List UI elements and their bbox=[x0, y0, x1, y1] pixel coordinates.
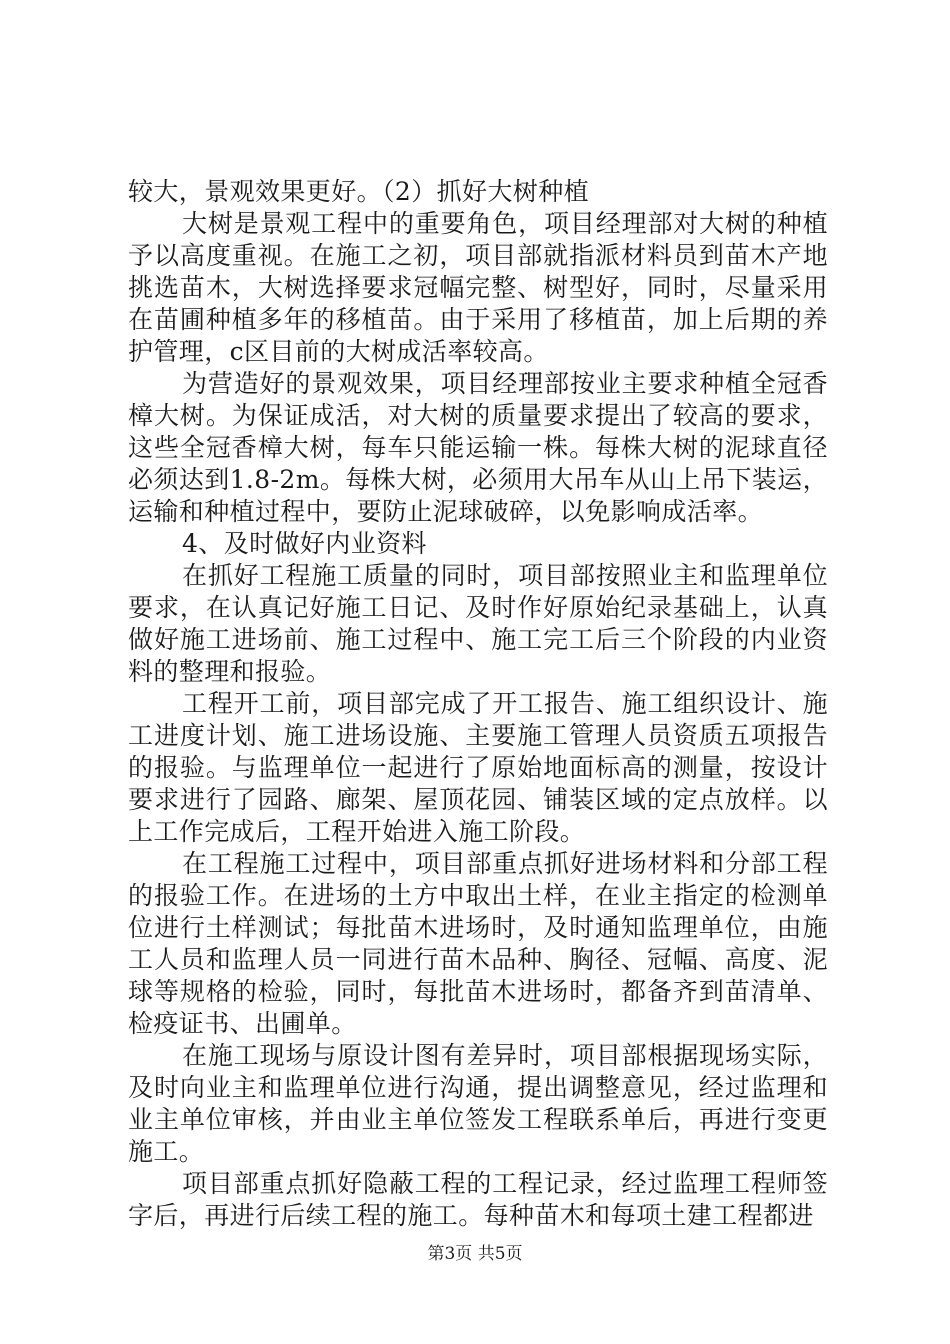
paragraph-continuation: 较大，景观效果更好。（2）抓好大树种植 bbox=[128, 177, 590, 206]
paragraph-design-changes: 在施工现场与原设计图有差异时，项目部根据现场实际，及时向业主和监理单位进行沟通，提出调整意见，经过监理和业主单位审核，并由业主单位签发工程联系单后，再进行变更施工。 bbox=[128, 1041, 828, 1166]
section-heading-internal-records: 4、及时做好内业资料 bbox=[182, 529, 427, 558]
paragraph-concealed-works: 项目部重点抓好隐蔽工程的工程记录，经过监理工程师签字后，再进行后续工程的施工。每种苗木和每项土建工程都进 bbox=[128, 1169, 828, 1230]
page-footer: 第3页 共5页 bbox=[427, 1244, 523, 1264]
paragraph-during-construction: 在工程施工过程中，项目部重点抓好进场材料和分部工程的报验工作。在进场的土方中取出土样，在业主指定的检测单位进行土样测试；每批苗木进场时，及时通知监理单位，由施工人员和监理人员一同进行苗木品种、胸径、冠幅、高度、泥球等规格的检验，同时，每批苗木进场时，都备齐到苗清单、检疫证书、出圃单。 bbox=[128, 849, 828, 1038]
document-body bbox=[128, 176, 828, 1232]
paragraph-camphor-trees: 为营造好的景观效果，项目经理部按业主要求种植全冠香樟大树。为保证成活，对大树的质量要求提出了较高的要求，这些全冠香樟大树，每车只能运输一株。每株大树的泥球直径必须达到1.8-2m。每株大树，必须用大吊车从山上吊下装运，运输和种植过程中，要防止泥球破碎，以免影响成活率。 bbox=[128, 369, 828, 526]
paragraph-before-construction: 工程开工前，项目部完成了开工报告、施工组织设计、施工进度计划、施工进场设施、主要施工管理人员资质五项报告的报验。与监理单位一起进行了原始地面标高的测量，按设计要求进行了园路、廊架、屋顶花园、铺装区域的定点放样。以上工作完成后，工程开始进入施工阶段。 bbox=[128, 689, 828, 846]
paragraph-big-trees: 大树是景观工程中的重要角色，项目经理部对大树的种植予以高度重视。在施工之初，项目部就指派材料员到苗木产地挑选苗木，大树选择要求冠幅完整、树型好，同时，尽量采用在苗圃种植多年的移植苗。由于采用了移植苗，加上后期的养护管理，c区目前的大树成活率较高。 bbox=[128, 209, 828, 366]
paragraph-quality-records: 在抓好工程施工质量的同时，项目部按照业主和监理单位要求，在认真记好施工日记、及时作好原始纪录基础上，认真做好施工进场前、施工过程中、施工完工后三个阶段的内业资料的整理和报验。 bbox=[128, 561, 828, 686]
